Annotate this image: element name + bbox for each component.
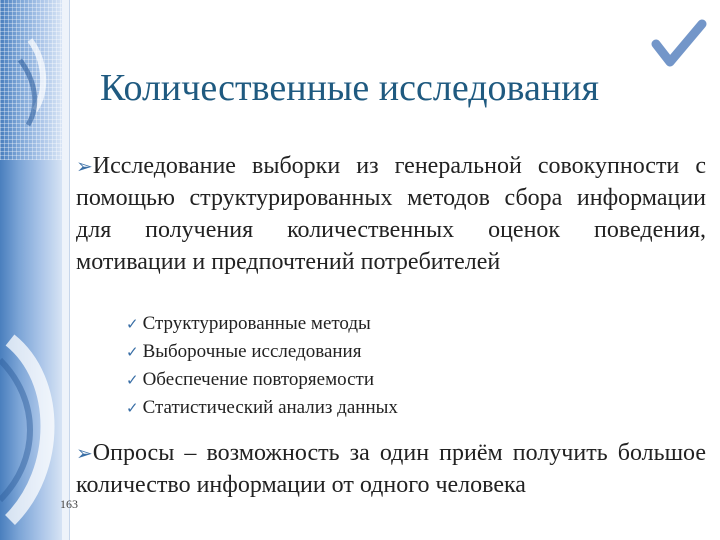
sidebar-swirl-decoration (0, 0, 62, 540)
arrow-bullet-icon: ➢ (76, 441, 93, 465)
check-icon: ✓ (126, 371, 139, 389)
arrow-bullet-icon: ➢ (76, 154, 93, 178)
check-icon: ✓ (126, 399, 139, 417)
sidebar-divider-line (69, 0, 70, 540)
decorative-sidebar (0, 0, 62, 540)
sub-item (126, 394, 398, 422)
sub-item-label: Обеспечение повторяемости (142, 369, 374, 390)
check-icon: ✓ (126, 315, 139, 333)
slide-title: Количественные исследования (100, 67, 599, 109)
sub-item-list (126, 310, 398, 422)
slide-number: 163 (60, 497, 78, 511)
survey-paragraph (76, 437, 706, 501)
sub-item-label: Статистический анализ данных (142, 397, 398, 418)
check-icon: ✓ (126, 343, 139, 361)
sub-item (126, 310, 398, 338)
sidebar-divider (62, 0, 69, 540)
survey-paragraph-text: Опросы – возможность за один приём получить большое количество информации от одного человека (76, 440, 706, 498)
sub-item-label: Структурированные методы (142, 313, 371, 334)
sub-item-label: Выборочные исследования (142, 341, 362, 362)
sub-item (126, 366, 398, 394)
main-paragraph (76, 150, 706, 278)
main-paragraph-text: Исследование выборки из генеральной совокупности с помощью структурированных методов сбора информации для получения количественных оценок поведения, мотивации и предпочтений потребителей (76, 153, 706, 275)
sub-item (126, 338, 398, 366)
